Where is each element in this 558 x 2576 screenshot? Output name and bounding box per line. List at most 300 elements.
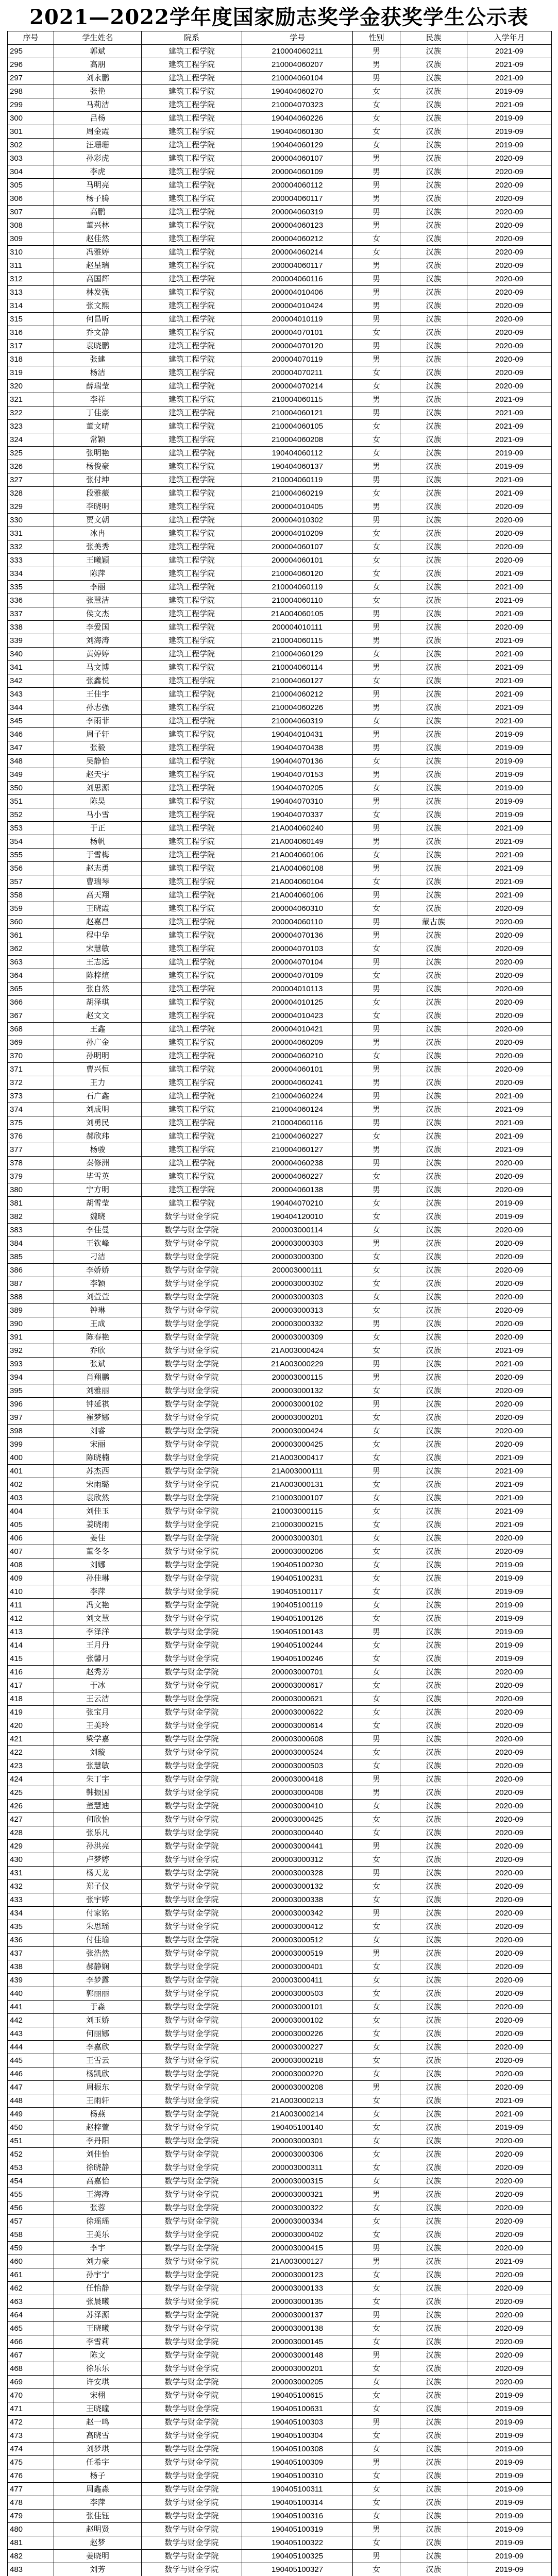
table-row	[8, 969, 552, 982]
table-cell: 2020-09	[467, 2175, 552, 2188]
table-cell: 2020-09	[467, 1371, 552, 1384]
table-cell: 数学与财金学院	[142, 1960, 242, 1974]
table-cell: 汉族	[400, 1679, 467, 1692]
table-cell: 2020-09	[467, 1853, 552, 1867]
table-cell: 200004070214	[242, 380, 353, 393]
table-cell: 2020-09	[467, 1384, 552, 1398]
table-row	[8, 1853, 552, 1867]
table-cell: 汉族	[400, 2443, 467, 2456]
table-cell: 451	[8, 2134, 54, 2148]
table-cell: 男	[353, 1733, 400, 1746]
table-cell: 数学与财金学院	[142, 1639, 242, 1652]
table-cell: 汉族	[400, 2389, 467, 2402]
table-cell: 450	[8, 2121, 54, 2134]
table-cell: 女	[353, 849, 400, 862]
table-cell: 459	[8, 2242, 54, 2255]
table-cell: 312	[8, 273, 54, 286]
table-cell: 2020-09	[467, 1304, 552, 1317]
table-row	[8, 1103, 552, 1116]
table-cell: 女	[353, 808, 400, 822]
table-row	[8, 1425, 552, 1438]
table-cell: 200004010125	[242, 996, 353, 1009]
table-row	[8, 1505, 552, 1518]
table-cell: 210004060227	[242, 1130, 353, 1143]
table-cell: 孙志强	[54, 701, 142, 715]
table-cell: 313	[8, 286, 54, 299]
table-cell: 401	[8, 1465, 54, 1478]
table-cell: 2020-09	[467, 2148, 552, 2161]
table-cell: 郭丽丽	[54, 1987, 142, 2001]
table-cell: 362	[8, 942, 54, 956]
table-cell: 2021-09	[467, 1478, 552, 1492]
table-cell: 女	[353, 1210, 400, 1224]
table-cell: 钟琳	[54, 1304, 142, 1317]
table-cell: 刘成明	[54, 1103, 142, 1116]
table-cell: 424	[8, 1773, 54, 1786]
table-cell: 建筑工程学院	[142, 929, 242, 942]
table-cell: 汉族	[400, 1344, 467, 1358]
table-cell: 女	[353, 1492, 400, 1505]
table-cell: 452	[8, 2148, 54, 2161]
table-cell: 325	[8, 447, 54, 460]
table-cell: 女	[353, 1532, 400, 1545]
table-cell: 男	[353, 1398, 400, 1411]
table-cell: 汉族	[400, 1706, 467, 1719]
table-cell: 200003000145	[242, 2335, 353, 2349]
table-cell: 女	[353, 1880, 400, 1893]
table-cell: 200003000441	[242, 1840, 353, 1853]
table-cell: 建筑工程学院	[142, 286, 242, 299]
table-cell: 女	[353, 1304, 400, 1317]
table-cell: 汉族	[400, 554, 467, 567]
table-cell: 190405100311	[242, 2483, 353, 2496]
table-cell: 190405100316	[242, 2510, 353, 2523]
table-cell: 321	[8, 393, 54, 406]
table-cell: 数学与财金学院	[142, 2188, 242, 2201]
table-cell: 女	[353, 2014, 400, 2027]
table-row	[8, 2349, 552, 2362]
table-cell: 2019-09	[467, 1558, 552, 1572]
table-cell: 建筑工程学院	[142, 246, 242, 259]
table-cell: 韩振国	[54, 1786, 142, 1800]
table-cell: 汉族	[400, 2108, 467, 2121]
table-cell: 女	[353, 1987, 400, 2001]
table-cell: 2021-09	[467, 567, 552, 581]
table-cell: 311	[8, 259, 54, 273]
table-row	[8, 1344, 552, 1358]
table-row	[8, 768, 552, 782]
table-cell: 蒙古族	[400, 916, 467, 929]
table-cell: 汉族	[400, 715, 467, 728]
table-cell: 2020-09	[467, 1800, 552, 1813]
table-row	[8, 1719, 552, 1733]
table-cell: 女	[353, 1558, 400, 1572]
table-cell: 425	[8, 1786, 54, 1800]
table-cell: 汉族	[400, 1692, 467, 1706]
table-cell: 数学与财金学院	[142, 1800, 242, 1813]
table-cell: 2020-09	[467, 326, 552, 340]
table-cell: 王海涛	[54, 2188, 142, 2201]
table-cell: 200003000208	[242, 2081, 353, 2094]
table-cell: 200004060117	[242, 259, 353, 273]
table-cell: 杨俊豪	[54, 460, 142, 473]
table-cell: 21A003000131	[242, 1478, 353, 1492]
table-cell: 数学与财金学院	[142, 1532, 242, 1545]
table-cell: 女	[353, 942, 400, 956]
table-cell: 200003000338	[242, 1893, 353, 1907]
table-cell: 2021-09	[467, 594, 552, 607]
table-cell: 数学与财金学院	[142, 2001, 242, 2014]
table-cell: 数学与财金学院	[142, 2322, 242, 2335]
table-row	[8, 1492, 552, 1505]
table-cell: 于正	[54, 822, 142, 835]
table-cell: 汉族	[400, 313, 467, 326]
table-cell: 数学与财金学院	[142, 1813, 242, 1826]
table-cell: 男	[353, 1023, 400, 1036]
table-cell: 张馨月	[54, 1652, 142, 1666]
table-cell: 391	[8, 1331, 54, 1344]
table-cell: 男	[353, 956, 400, 969]
table-cell: 数学与财金学院	[142, 2014, 242, 2027]
table-cell: 汉族	[400, 152, 467, 165]
table-row	[8, 1612, 552, 1625]
table-cell: 200004060101	[242, 554, 353, 567]
table-cell: 210004060129	[242, 648, 353, 661]
table-cell: 数学与财金学院	[142, 2228, 242, 2242]
table-cell: 210003000107	[242, 1492, 353, 1505]
table-cell: 建筑工程学院	[142, 1009, 242, 1023]
table-cell: 男	[353, 460, 400, 473]
table-cell: 2019-09	[467, 1197, 552, 1210]
table-row	[8, 1465, 552, 1478]
table-cell: 袁晓鹏	[54, 340, 142, 353]
table-cell: 数学与财金学院	[142, 1398, 242, 1411]
table-cell: 女	[353, 1009, 400, 1023]
table-cell: 苏泽源	[54, 2309, 142, 2322]
table-cell: 335	[8, 581, 54, 594]
table-cell: 190404060112	[242, 447, 353, 460]
table-cell: 358	[8, 889, 54, 902]
table-cell: 女	[353, 1425, 400, 1438]
table-cell: 冰冉	[54, 527, 142, 540]
table-cell: 孙洪亮	[54, 1840, 142, 1853]
table-cell: 数学与财金学院	[142, 1893, 242, 1907]
table-cell: 男	[353, 179, 400, 192]
table-row	[8, 487, 552, 500]
table-cell: 曹兴恒	[54, 1063, 142, 1076]
table-cell: 数学与财金学院	[142, 1666, 242, 1679]
table-cell: 女	[353, 1974, 400, 1987]
table-cell: 乔文静	[54, 326, 142, 340]
table-cell: 368	[8, 1023, 54, 1036]
table-cell: 李雨菲	[54, 715, 142, 728]
table-cell: 男	[353, 822, 400, 835]
header-row	[8, 31, 552, 45]
table-cell: 苏杰西	[54, 1465, 142, 1478]
table-cell: 汉族	[400, 875, 467, 889]
table-cell: 200003000622	[242, 1706, 353, 1719]
table-cell: 汉族	[400, 473, 467, 487]
table-cell: 数学与财金学院	[142, 2282, 242, 2295]
table-cell: 2020-09	[467, 179, 552, 192]
table-cell: 汉族	[400, 45, 467, 58]
table-cell: 2020-09	[467, 1250, 552, 1264]
table-cell: 482	[8, 2550, 54, 2563]
table-cell: 200004060110	[242, 916, 353, 929]
table-cell: 190405100119	[242, 1599, 353, 1612]
table-cell: 汉族	[400, 1800, 467, 1813]
table-cell: 女	[353, 1331, 400, 1344]
table-row	[8, 822, 552, 835]
table-cell: 309	[8, 232, 54, 246]
table-cell: 赵佳然	[54, 232, 142, 246]
table-cell: 190404060130	[242, 125, 353, 139]
table-cell: 341	[8, 661, 54, 674]
table-cell: 数学与财金学院	[142, 1210, 242, 1224]
table-cell: 建筑工程学院	[142, 982, 242, 996]
table-cell: 汉族	[400, 1639, 467, 1652]
table-cell: 建筑工程学院	[142, 607, 242, 621]
table-cell: 汉族	[400, 326, 467, 340]
table-cell: 女	[353, 1934, 400, 1947]
table-cell: 2019-09	[467, 1210, 552, 1224]
table-row	[8, 393, 552, 406]
table-cell: 2020-09	[467, 540, 552, 554]
table-cell: 314	[8, 299, 54, 313]
table-cell: 数学与财金学院	[142, 2389, 242, 2402]
table-cell: 刘娜	[54, 1558, 142, 1572]
header-cell: 民族	[400, 31, 467, 45]
table-cell: 2021-09	[467, 72, 552, 85]
table-cell: 数学与财金学院	[142, 2483, 242, 2496]
table-cell: 女	[353, 902, 400, 916]
table-cell: 2021-09	[467, 849, 552, 862]
table-cell: 数学与财金学院	[142, 1438, 242, 1451]
table-cell: 刘思源	[54, 782, 142, 795]
table-cell: 刘勇民	[54, 1116, 142, 1130]
table-cell: 汉族	[400, 1049, 467, 1063]
table-cell: 数学与财金学院	[142, 1759, 242, 1773]
table-cell: 建筑工程学院	[142, 728, 242, 741]
table-cell: 2021-09	[467, 2255, 552, 2268]
table-cell: 318	[8, 353, 54, 366]
table-cell: 2020-09	[467, 1023, 552, 1036]
table-cell: 409	[8, 1572, 54, 1585]
table-cell: 2021-09	[467, 1090, 552, 1103]
table-cell: 刘海涛	[54, 634, 142, 648]
table-cell: 2020-09	[467, 1692, 552, 1706]
table-cell: 2020-09	[467, 206, 552, 219]
table-cell: 2021-09	[467, 98, 552, 112]
table-cell: 200004060238	[242, 1157, 353, 1170]
table-cell: 建筑工程学院	[142, 406, 242, 420]
table-cell: 汉族	[400, 1425, 467, 1438]
table-cell: 数学与财金学院	[142, 2201, 242, 2215]
table-cell: 200003000201	[242, 2362, 353, 2376]
table-cell: 2019-09	[467, 139, 552, 152]
table-cell: 数学与财金学院	[142, 2215, 242, 2228]
table-cell: 数学与财金学院	[142, 1880, 242, 1893]
table-cell: 320	[8, 380, 54, 393]
table-cell: 2019-09	[467, 2536, 552, 2550]
table-cell: 200003000115	[242, 1371, 353, 1384]
table-cell: 女	[353, 715, 400, 728]
table-row	[8, 728, 552, 741]
table-cell: 董文晴	[54, 420, 142, 433]
table-cell: 胡泽琪	[54, 996, 142, 1009]
table-cell: 2020-09	[467, 982, 552, 996]
table-cell: 汉族	[400, 1250, 467, 1264]
table-cell: 汉族	[400, 500, 467, 514]
table-cell: 建筑工程学院	[142, 259, 242, 273]
table-cell: 汉族	[400, 2469, 467, 2483]
table-cell: 付佳瑜	[54, 1934, 142, 1947]
table-cell: 2020-09	[467, 2188, 552, 2201]
table-cell: 2020-09	[467, 902, 552, 916]
table-cell: 381	[8, 1197, 54, 1210]
table-cell: 190405100327	[242, 2563, 353, 2576]
table-cell: 458	[8, 2228, 54, 2242]
table-cell: 2020-09	[467, 1009, 552, 1023]
table-cell: 建筑工程学院	[142, 1090, 242, 1103]
table-cell: 刘文慧	[54, 1612, 142, 1625]
table-row	[8, 1572, 552, 1585]
table-cell: 汉族	[400, 219, 467, 232]
table-cell: 200004070120	[242, 340, 353, 353]
table-cell: 建筑工程学院	[142, 1103, 242, 1116]
table-row	[8, 835, 552, 849]
table-cell: 190404070136	[242, 755, 353, 768]
table-cell: 女	[353, 2215, 400, 2228]
table-cell: 宋栩	[54, 2389, 142, 2402]
table-cell: 男	[353, 2416, 400, 2429]
table-cell: 男	[353, 45, 400, 58]
table-cell: 周振东	[54, 2081, 142, 2094]
table-cell: 女	[353, 1692, 400, 1706]
table-cell: 汉族	[400, 581, 467, 594]
table-cell: 数学与财金学院	[142, 1304, 242, 1317]
table-cell: 女	[353, 1197, 400, 1210]
table-cell: 2020-09	[467, 2376, 552, 2389]
table-cell: 王云洁	[54, 1692, 142, 1706]
table-cell: 男	[353, 1465, 400, 1478]
table-cell: 329	[8, 500, 54, 514]
table-cell: 汉族	[400, 433, 467, 447]
table-cell: 2020-09	[467, 1049, 552, 1063]
table-cell: 数学与财金学院	[142, 1291, 242, 1304]
table-cell: 姜晓明	[54, 2550, 142, 2563]
table-cell: 441	[8, 2001, 54, 2014]
table-cell: 李萍	[54, 1585, 142, 1599]
table-cell: 数学与财金学院	[142, 1224, 242, 1237]
table-cell: 女	[353, 1478, 400, 1492]
table-cell: 200003000123	[242, 2268, 353, 2282]
table-row	[8, 246, 552, 259]
table-cell: 张佳钰	[54, 2510, 142, 2523]
table-cell: 295	[8, 45, 54, 58]
table-cell: 2021-09	[467, 1344, 552, 1358]
table-cell: 建筑工程学院	[142, 594, 242, 607]
table-cell: 建筑工程学院	[142, 487, 242, 500]
table-cell: 男	[353, 661, 400, 674]
table-cell: 190404070438	[242, 741, 353, 755]
table-cell: 2020-09	[467, 1987, 552, 2001]
table-cell: 200004060319	[242, 206, 353, 219]
table-cell: 2020-09	[467, 2228, 552, 2242]
table-cell: 吴静怡	[54, 755, 142, 768]
table-cell: 男	[353, 259, 400, 273]
table-cell: 张毅	[54, 741, 142, 755]
table-cell: 数学与财金学院	[142, 2295, 242, 2309]
table-cell: 305	[8, 179, 54, 192]
table-cell: 李晓明	[54, 500, 142, 514]
table-cell: 汉族	[400, 353, 467, 366]
table-cell: 汉族	[400, 1840, 467, 1853]
table-cell: 建筑工程学院	[142, 1197, 242, 1210]
table-cell: 304	[8, 165, 54, 179]
table-row	[8, 1451, 552, 1465]
table-cell: 2020-09	[467, 2268, 552, 2282]
table-cell: 汉族	[400, 2536, 467, 2550]
table-row	[8, 621, 552, 634]
table-cell: 赵文文	[54, 1009, 142, 1023]
table-cell: 女	[353, 2443, 400, 2456]
table-cell: 数学与财金学院	[142, 2268, 242, 2282]
table-row	[8, 98, 552, 112]
table-row	[8, 473, 552, 487]
table-cell: 数学与财金学院	[142, 1317, 242, 1331]
table-cell: 2021-09	[467, 433, 552, 447]
table-cell: 宁方明	[54, 1183, 142, 1197]
table-row	[8, 1893, 552, 1907]
table-row	[8, 2416, 552, 2429]
table-cell: 200003000424	[242, 1425, 353, 1438]
table-row	[8, 1625, 552, 1639]
table-cell: 422	[8, 1746, 54, 1759]
table-cell: 刘永鹏	[54, 72, 142, 85]
table-cell: 363	[8, 956, 54, 969]
table-row	[8, 1076, 552, 1090]
table-cell: 女	[353, 1800, 400, 1813]
table-cell: 汉族	[400, 956, 467, 969]
table-cell: 汉族	[400, 567, 467, 581]
table-row	[8, 1090, 552, 1103]
table-cell: 301	[8, 125, 54, 139]
table-cell: 女	[353, 1746, 400, 1759]
table-cell: 413	[8, 1625, 54, 1639]
table-cell: 女	[353, 447, 400, 460]
table-row	[8, 607, 552, 621]
table-row	[8, 219, 552, 232]
table-cell: 赵星瑞	[54, 259, 142, 273]
table-cell: 张慧敏	[54, 1759, 142, 1773]
table-cell: 李丽	[54, 581, 142, 594]
table-cell: 2020-09	[467, 527, 552, 540]
table-cell: 汉族	[400, 688, 467, 701]
table-cell: 汉族	[400, 1853, 467, 1867]
table-cell: 建筑工程学院	[142, 1023, 242, 1036]
table-cell: 张付坤	[54, 473, 142, 487]
table-cell: 444	[8, 2041, 54, 2054]
table-cell: 200003000220	[242, 2067, 353, 2081]
table-cell: 395	[8, 1384, 54, 1398]
table-cell: 200004060310	[242, 902, 353, 916]
table-row	[8, 1264, 552, 1277]
table-row	[8, 554, 552, 567]
table-cell: 200003000309	[242, 1331, 353, 1344]
table-cell: 数学与财金学院	[142, 1250, 242, 1264]
table-cell: 汉族	[400, 2456, 467, 2469]
